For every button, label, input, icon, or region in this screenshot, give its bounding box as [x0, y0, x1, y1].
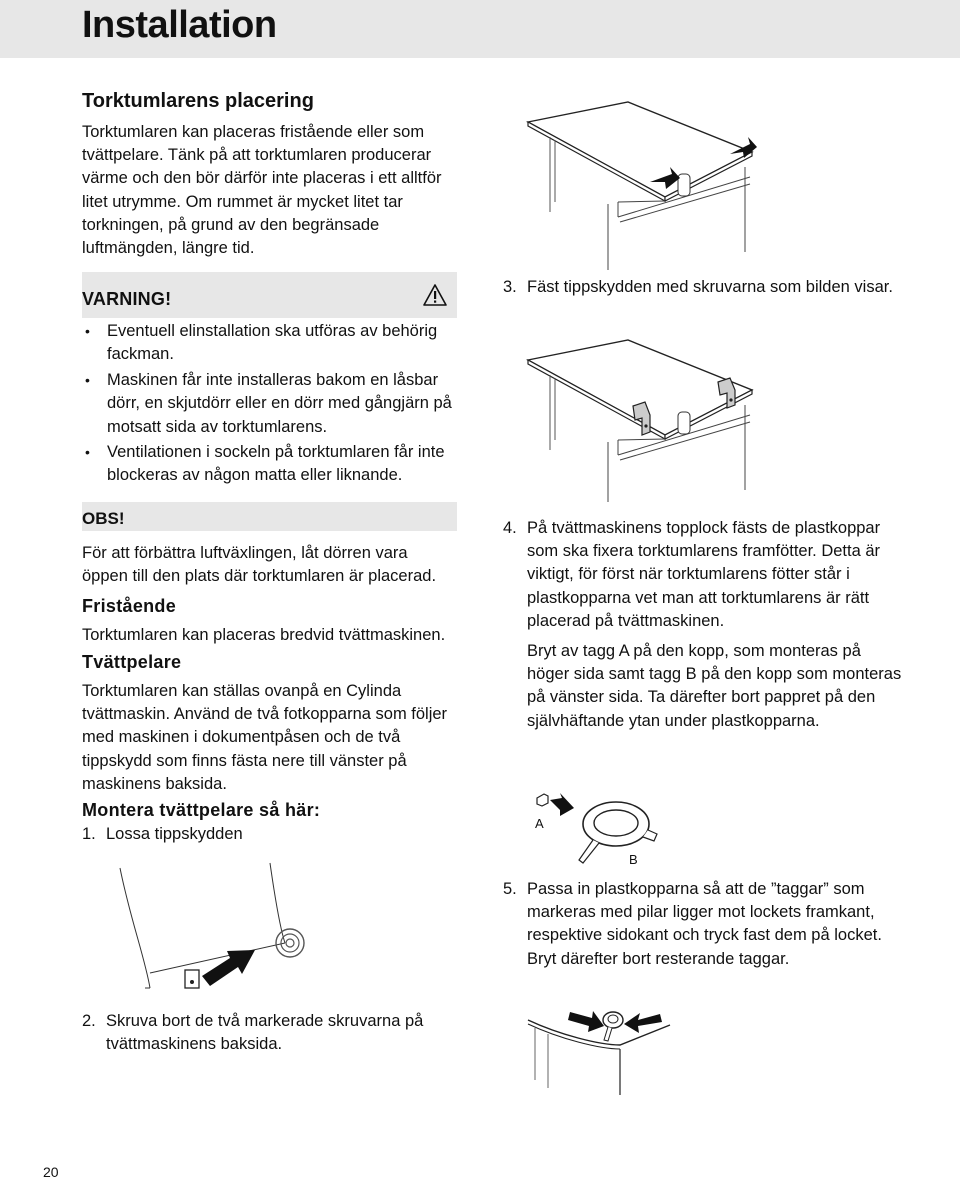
section-placement	[82, 90, 457, 260]
obs-text: För att förbättra luftväxlingen, låt dörren vara öppen till den plats där torktumlaren är placerad.	[82, 544, 437, 586]
obs-label: OBS!	[82, 509, 125, 528]
step-4: 4. På tvättmaskinens topplock fästs de plastkoppar som ska fixera torktumlarens framfötter. Detta är viktigt, för först när torktumlarens fötter står i plastkopparna vet man att torktumlarens är rätt placerad på tvättmaskinen. Bryt av tagg A på den kopp, som monteras på höger sida samt tagg B på den kopp som monteras på vänster sida. Ta därefter bort pappret på den självhäftande ytan under plastkopparna.	[503, 519, 902, 730]
figure-remove-screws	[520, 92, 770, 272]
step-3-block	[503, 276, 903, 299]
page-header	[0, 0, 960, 58]
tag-b-label: B	[629, 852, 638, 867]
obs-header	[82, 502, 457, 531]
section-montera	[82, 800, 457, 846]
tvattpelare-text: Torktumlaren kan ställas ovanpå en Cylinda tvättmaskin. Använd de två fotkopparna som följer med maskinen i dokumentpåsen och de två tippskydd som finns fästa nere till vänster på maskinens baksida.	[82, 682, 448, 793]
step-5: 5. Passa in plastkopparna så att de ”taggar” som markeras med pilar ligger mot lockets framkant, respektive sidokant och tryck fast dem på locket. Bryt därefter bort resterande taggar.	[503, 880, 882, 968]
figure-place-cups	[520, 1000, 680, 1100]
section-fristaende	[82, 596, 457, 647]
bullet-icon: •	[85, 444, 90, 461]
montera-title: Montera tvättpelare så här:	[82, 800, 321, 820]
figure-loosen-tip-guard	[90, 858, 320, 998]
bullet-icon: •	[85, 371, 90, 388]
tvattpelare-title: Tvättpelare	[82, 652, 182, 672]
obs-text-block	[82, 542, 457, 588]
step-2-block	[82, 1010, 457, 1056]
tag-a-label: A	[535, 816, 544, 831]
warning-triangle-icon	[423, 284, 447, 306]
step-2: 2. Skruva bort de två markerade skruvarna på tvättmaskinens baksida.	[82, 1012, 424, 1054]
warning-header	[82, 272, 457, 318]
intro-paragraph: Torktumlaren kan placeras fristående eller som tvättpelare. Tänk på att torktumlaren producerar värme och den bör därför inte placeras i ett alltför litet utrymme. Om rummet är mycket litet tar torkningen, på grund av den begränsade luftmängden, längre tid.	[82, 123, 442, 258]
bullet-icon: •	[85, 323, 90, 339]
warning-item: • Maskinen får inte installeras bakom en låsbar dörr, en skjutdörr eller en dörr med gångjärn på motsatt sida av torktumlarens.	[85, 370, 452, 436]
warning-item: • Ventilationen i sockeln på torktumlaren får inte blockeras av någon matta eller liknande.	[85, 443, 445, 485]
warning-list	[82, 320, 457, 490]
page-title: Installation	[82, 4, 277, 46]
figure-plastic-cup-tags	[530, 790, 670, 875]
step-3: 3. Fäst tippskydden med skruvarna som bilden visar.	[503, 278, 893, 296]
page-number: 20	[43, 1164, 59, 1180]
section-tvattpelare	[82, 652, 457, 796]
step-1: 1. Lossa tippskydden	[82, 825, 243, 843]
fristaende-text: Torktumlaren kan placeras bredvid tvättmaskinen.	[82, 626, 446, 644]
fristaende-title: Fristående	[82, 596, 177, 616]
figure-attach-tip-guards	[520, 320, 770, 505]
section-title: Torktumlarens placering	[82, 90, 314, 112]
step-5-block	[503, 878, 903, 971]
warning-label: VARNING!	[82, 289, 172, 309]
warning-item: • Eventuell elinstallation ska utföras av behörig fackman.	[85, 322, 438, 364]
step-4-block	[503, 517, 903, 733]
